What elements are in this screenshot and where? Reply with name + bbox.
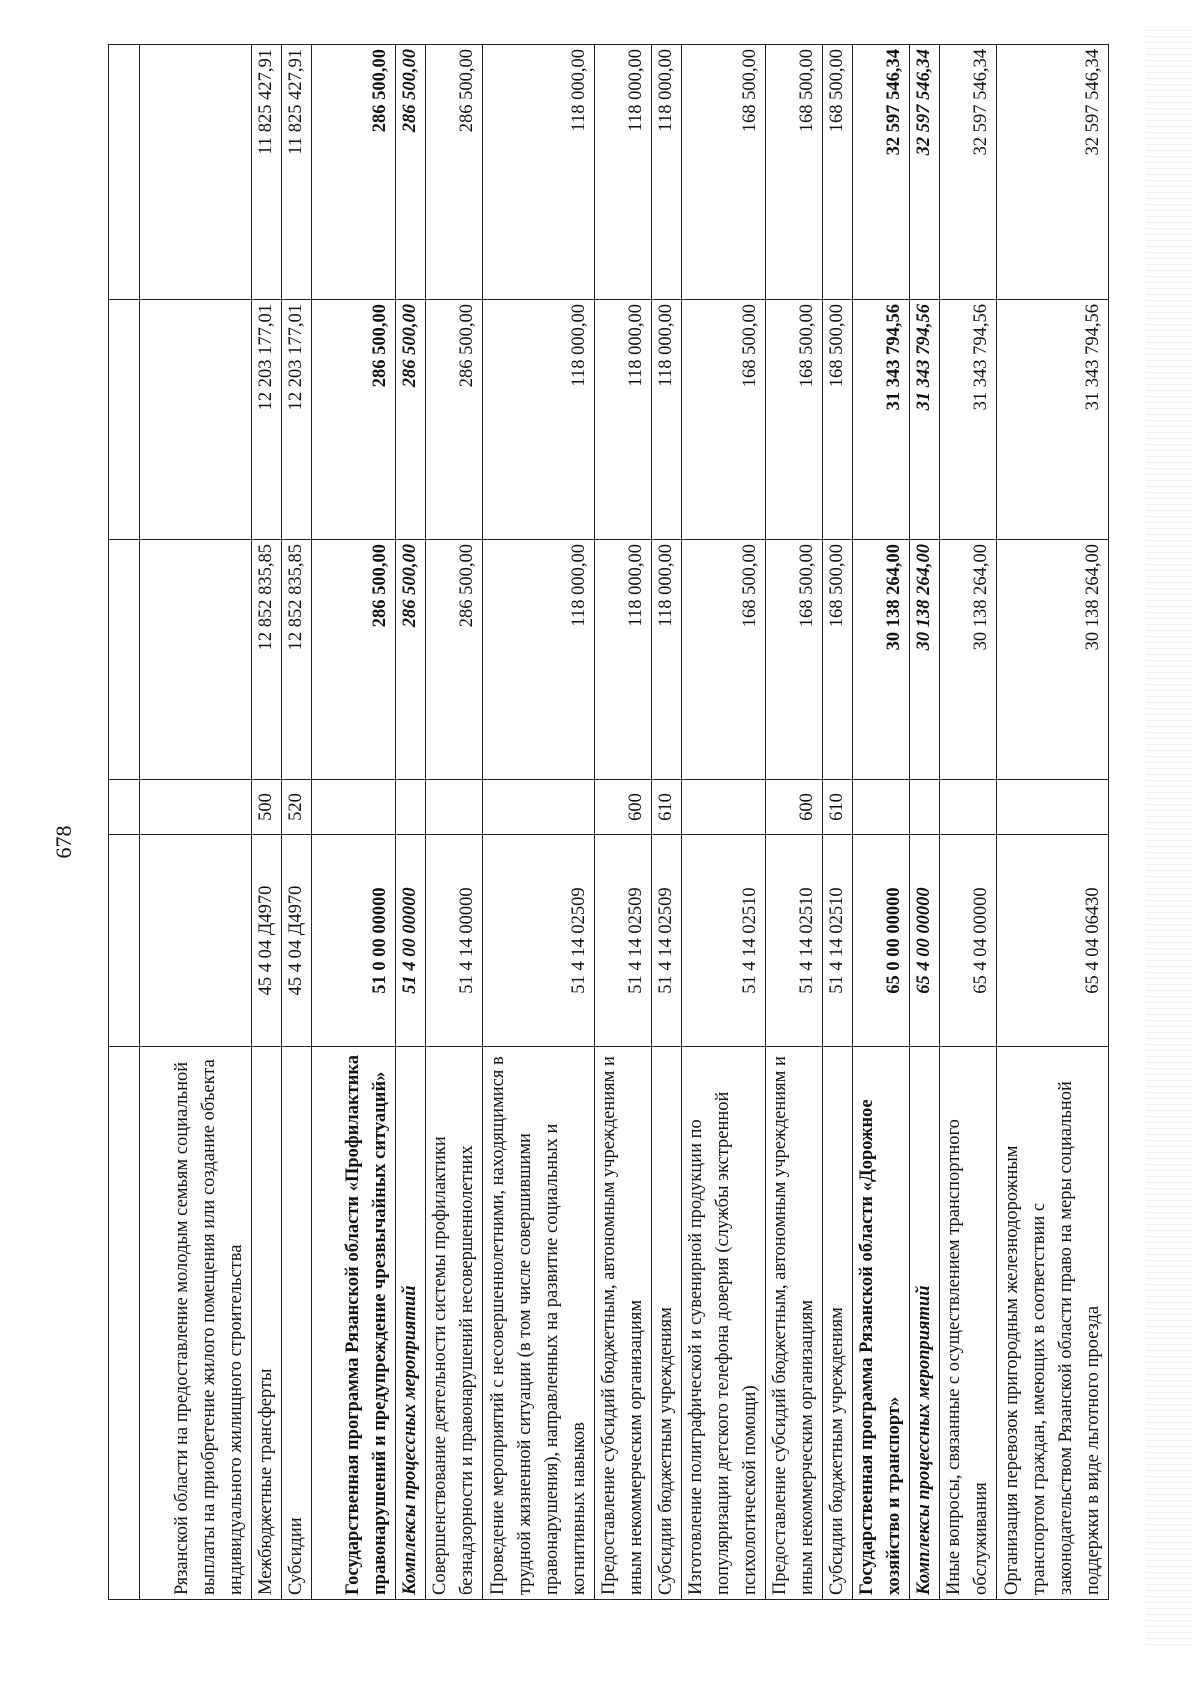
row-amount-year3-cell: 286 500,00	[312, 45, 396, 300]
row-name-cell: Организация перевозок пригородным железнодорожным транспортом граждан, имеющих в соответствии с законодательством Рязанской области право на меры социальной поддержки в виде льготного проезда	[997, 1047, 1109, 1600]
row-expense-type-cell	[853, 780, 910, 835]
row-amount-year2-cell: 31 343 794,56	[853, 300, 910, 540]
row-name-cell: Субсидии бюджетным учреждениям	[823, 1047, 853, 1600]
row-code-cell: 51 4 00 00000	[396, 835, 426, 1047]
row-expense-type-cell: 500	[252, 780, 282, 835]
row-code-cell: 45 4 04 Д4970	[252, 835, 282, 1047]
row-amount-year2-cell	[140, 300, 252, 540]
row-amount-year3-cell: 32 597 546,34	[997, 45, 1109, 300]
row-amount-year2-cell: 12 203 177,01	[252, 300, 282, 540]
row-name-cell: Проведение мероприятий с несовершеннолетними, находящимися в трудной жизненной ситуации (в том числе совершившими правонарушения), направленных на развитие социальных и когнитивных навыков	[483, 1047, 595, 1600]
table-row	[595, 45, 652, 1600]
table-row	[396, 45, 426, 1600]
page-number: 678	[51, 825, 76, 859]
row-amount-year2-cell: 118 000,00	[483, 300, 595, 540]
rotated-table-wrapper	[108, 45, 1103, 1600]
row-expense-type-cell: 600	[766, 780, 823, 835]
row-amount-year3-cell: 168 500,00	[682, 45, 766, 300]
row-name-cell: Субсидии бюджетным учреждениям	[652, 1047, 682, 1600]
budget-table	[108, 44, 1109, 1600]
row-expense-type-cell	[312, 780, 396, 835]
row-name-cell: Государственная программа Рязанской области «Дорожное хозяйство и транспорт»	[853, 1047, 910, 1600]
row-code-cell: 45 4 04 Д4970	[282, 835, 312, 1047]
row-name-cell: Предоставление субсидий бюджетным, автономным учреждениям и иным некоммерческим организациям	[595, 1047, 652, 1600]
table-row	[312, 45, 396, 1600]
row-amount-year1-cell: 118 000,00	[483, 540, 595, 780]
row-amount-year3-cell: 168 500,00	[766, 45, 823, 300]
row-expense-type-cell	[940, 780, 997, 835]
row-expense-type-cell: 600	[595, 780, 652, 835]
row-amount-year1-cell: 118 000,00	[595, 540, 652, 780]
table-row	[140, 45, 252, 1600]
row-expense-type-cell: 610	[823, 780, 853, 835]
row-amount-year3-cell: 168 500,00	[823, 45, 853, 300]
row-code-cell: 51 4 14 02509	[483, 835, 595, 1047]
row-name-cell: Иные вопросы, связанные с осуществлением транспортного обслуживания	[940, 1047, 997, 1600]
row-amount-year2-cell: 12 203 177,01	[282, 300, 312, 540]
row-amount-year3-cell: 118 000,00	[652, 45, 682, 300]
table-row	[652, 45, 682, 1600]
row-amount-year2-cell: 168 500,00	[766, 300, 823, 540]
row-amount-year2-cell: 31 343 794,56	[940, 300, 997, 540]
row-name-cell: Изготовление полиграфической и сувенирной продукции по популяризации детского телефона доверия (службы экстренной психологической помощи)	[682, 1047, 766, 1600]
table-row	[940, 45, 997, 1600]
row-amount-year3-cell: 32 597 546,34	[910, 45, 940, 300]
row-code-cell: 65 0 00 00000	[853, 835, 910, 1047]
row-amount-year3-cell: 11 825 427,91	[282, 45, 312, 300]
row-expense-type-cell	[682, 780, 766, 835]
header-cell	[109, 540, 140, 780]
row-name-cell: Совершенствование деятельности системы профилактики безнадзорности и правонарушений несовершеннолетних	[426, 1047, 483, 1600]
row-amount-year3-cell: 286 500,00	[396, 45, 426, 300]
row-code-cell: 65 4 04 06430	[997, 835, 1109, 1047]
row-code-cell: 65 4 00 00000	[910, 835, 940, 1047]
row-amount-year1-cell: 168 500,00	[823, 540, 853, 780]
row-amount-year1-cell: 30 138 264,00	[853, 540, 910, 780]
table-row	[853, 45, 910, 1600]
row-expense-type-cell	[910, 780, 940, 835]
row-amount-year1-cell: 286 500,00	[396, 540, 426, 780]
row-code-cell	[140, 835, 252, 1047]
table-row	[766, 45, 823, 1600]
row-name-cell: Межбюджетные трансферты	[252, 1047, 282, 1600]
row-amount-year2-cell: 31 343 794,56	[910, 300, 940, 540]
table-row	[483, 45, 595, 1600]
row-amount-year3-cell: 118 000,00	[483, 45, 595, 300]
table-row	[910, 45, 940, 1600]
row-amount-year1-cell: 30 138 264,00	[910, 540, 940, 780]
table-row	[997, 45, 1109, 1600]
row-amount-year1-cell: 168 500,00	[766, 540, 823, 780]
header-cell	[109, 45, 140, 300]
budget-table-body	[109, 45, 1109, 1600]
row-expense-type-cell	[396, 780, 426, 835]
row-expense-type-cell: 610	[652, 780, 682, 835]
row-amount-year2-cell: 168 500,00	[823, 300, 853, 540]
row-expense-type-cell	[426, 780, 483, 835]
row-code-cell: 51 4 14 02509	[595, 835, 652, 1047]
table-row	[823, 45, 853, 1600]
row-code-cell: 51 0 00 00000	[312, 835, 396, 1047]
row-amount-year2-cell: 118 000,00	[652, 300, 682, 540]
table-row	[682, 45, 766, 1600]
row-amount-year1-cell: 118 000,00	[652, 540, 682, 780]
row-amount-year2-cell: 118 000,00	[595, 300, 652, 540]
header-cell	[109, 1047, 140, 1600]
row-expense-type-cell	[140, 780, 252, 835]
row-amount-year3-cell	[140, 45, 252, 300]
row-code-cell: 51 4 14 02510	[766, 835, 823, 1047]
row-amount-year1-cell: 168 500,00	[682, 540, 766, 780]
row-code-cell: 51 4 14 02510	[823, 835, 853, 1047]
row-amount-year1-cell: 30 138 264,00	[997, 540, 1109, 780]
header-cell	[109, 300, 140, 540]
row-amount-year2-cell: 168 500,00	[682, 300, 766, 540]
row-amount-year1-cell: 12 852 835,85	[252, 540, 282, 780]
row-amount-year3-cell: 286 500,00	[426, 45, 483, 300]
row-amount-year3-cell: 32 597 546,34	[940, 45, 997, 300]
row-amount-year3-cell: 118 000,00	[595, 45, 652, 300]
row-amount-year2-cell: 286 500,00	[396, 300, 426, 540]
row-code-cell: 51 4 14 00000	[426, 835, 483, 1047]
row-name-cell: Субсидии	[282, 1047, 312, 1600]
row-amount-year1-cell: 12 852 835,85	[282, 540, 312, 780]
row-amount-year1-cell: 286 500,00	[426, 540, 483, 780]
row-name-cell: Комплексы процессных мероприятий	[910, 1047, 940, 1600]
row-expense-type-cell	[483, 780, 595, 835]
row-name-cell: Рязанской области на предоставление молодым семьям социальной выплаты на приобретение жилого помещения или создание объекта индивидуального жилищного строительства	[140, 1047, 252, 1600]
table-header-row	[109, 45, 140, 1600]
row-expense-type-cell: 520	[282, 780, 312, 835]
row-name-cell: Комплексы процессных мероприятий	[396, 1047, 426, 1600]
header-cell	[109, 835, 140, 1047]
row-expense-type-cell	[997, 780, 1109, 835]
row-code-cell: 51 4 14 02510	[682, 835, 766, 1047]
table-row	[282, 45, 312, 1600]
table-row	[252, 45, 282, 1600]
row-amount-year1-cell: 286 500,00	[312, 540, 396, 780]
row-code-cell: 51 4 14 02509	[652, 835, 682, 1047]
table-row	[426, 45, 483, 1600]
row-amount-year3-cell: 11 825 427,91	[252, 45, 282, 300]
row-name-cell: Государственная программа Рязанской области «Профилактика правонарушений и предупреждение чрезвычайных ситуаций»	[312, 1047, 396, 1600]
row-amount-year2-cell: 286 500,00	[312, 300, 396, 540]
row-amount-year2-cell: 31 343 794,56	[997, 300, 1109, 540]
row-amount-year1-cell	[140, 540, 252, 780]
row-code-cell: 65 4 04 00000	[940, 835, 997, 1047]
row-name-cell: Предоставление субсидий бюджетным, автономным учреждениям и иным некоммерческим организациям	[766, 1047, 823, 1600]
row-amount-year2-cell: 286 500,00	[426, 300, 483, 540]
row-amount-year1-cell: 30 138 264,00	[940, 540, 997, 780]
row-amount-year3-cell: 32 597 546,34	[853, 45, 910, 300]
header-cell	[109, 780, 140, 835]
